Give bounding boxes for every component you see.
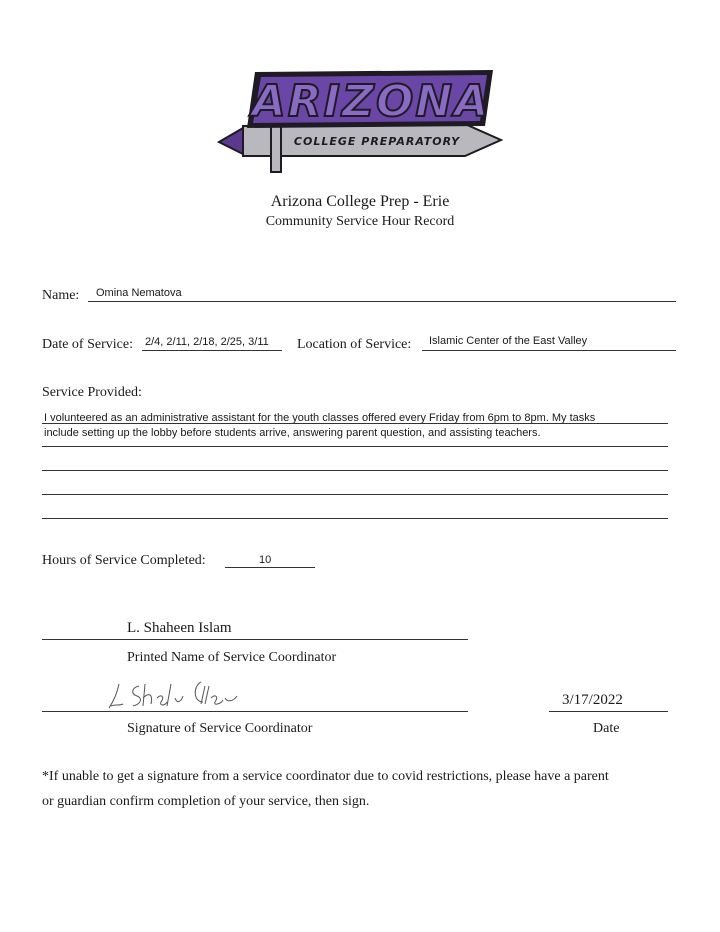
service-line bbox=[42, 470, 668, 471]
date-caption: Date bbox=[593, 721, 620, 736]
school-logo bbox=[215, 64, 505, 182]
service-provided-line-1[interactable]: I volunteered as an administrative assistant for the youth classes offered every Friday from 6pm to 8pm. My tasks bbox=[44, 412, 596, 424]
logo-graphic bbox=[215, 64, 505, 182]
coordinator-signature[interactable] bbox=[105, 676, 245, 712]
logo-sub-text: COLLEGE PREPARATORY bbox=[293, 135, 461, 148]
signature-line bbox=[42, 711, 468, 712]
footnote-line-1: *If unable to get a signature from a service coordinator due to covid restrictions, please have a parent bbox=[42, 769, 609, 784]
date-of-service-label: Date of Service: bbox=[42, 337, 133, 352]
logo-main-text: ARIZONA bbox=[251, 76, 491, 127]
location-field-line bbox=[422, 350, 676, 351]
location-of-service-label: Location of Service: bbox=[297, 337, 412, 352]
location-of-service-field[interactable]: Islamic Center of the East Valley bbox=[429, 335, 588, 347]
hours-of-service-field[interactable]: 10 bbox=[259, 554, 272, 566]
date-field-line bbox=[142, 350, 282, 351]
coordinator-printed-name[interactable]: L. Shaheen Islam bbox=[127, 620, 232, 636]
name-field-line bbox=[88, 301, 676, 302]
hours-field-line bbox=[225, 567, 315, 568]
date-line bbox=[549, 711, 668, 712]
service-provided-line-2[interactable]: include setting up the lobby before students arrive, answering parent question, and assisting teachers. bbox=[44, 427, 541, 439]
hours-of-service-label: Hours of Service Completed: bbox=[42, 553, 206, 568]
service-line bbox=[42, 518, 668, 519]
signature-date-field[interactable]: 3/17/2022 bbox=[562, 692, 623, 708]
service-provided-label: Service Provided: bbox=[42, 385, 142, 400]
service-line bbox=[42, 446, 668, 447]
name-label: Name: bbox=[42, 288, 80, 303]
signature-caption: Signature of Service Coordinator bbox=[127, 721, 313, 736]
name-field[interactable]: Omina Nematova bbox=[96, 287, 182, 299]
footnote-line-2: or guardian confirm completion of your service, then sign. bbox=[42, 794, 370, 809]
printed-name-caption: Printed Name of Service Coordinator bbox=[127, 650, 337, 665]
date-of-service-field[interactable]: 2/4, 2/11, 2/18, 2/25, 3/11 bbox=[145, 336, 269, 348]
service-line bbox=[42, 423, 668, 424]
document-subtitle: Community Service Hour Record bbox=[265, 214, 455, 229]
signature-scribble-icon bbox=[105, 676, 245, 712]
printed-name-line bbox=[42, 639, 468, 640]
document-title: Arizona College Prep - Erie bbox=[270, 193, 450, 210]
service-line bbox=[42, 494, 668, 495]
